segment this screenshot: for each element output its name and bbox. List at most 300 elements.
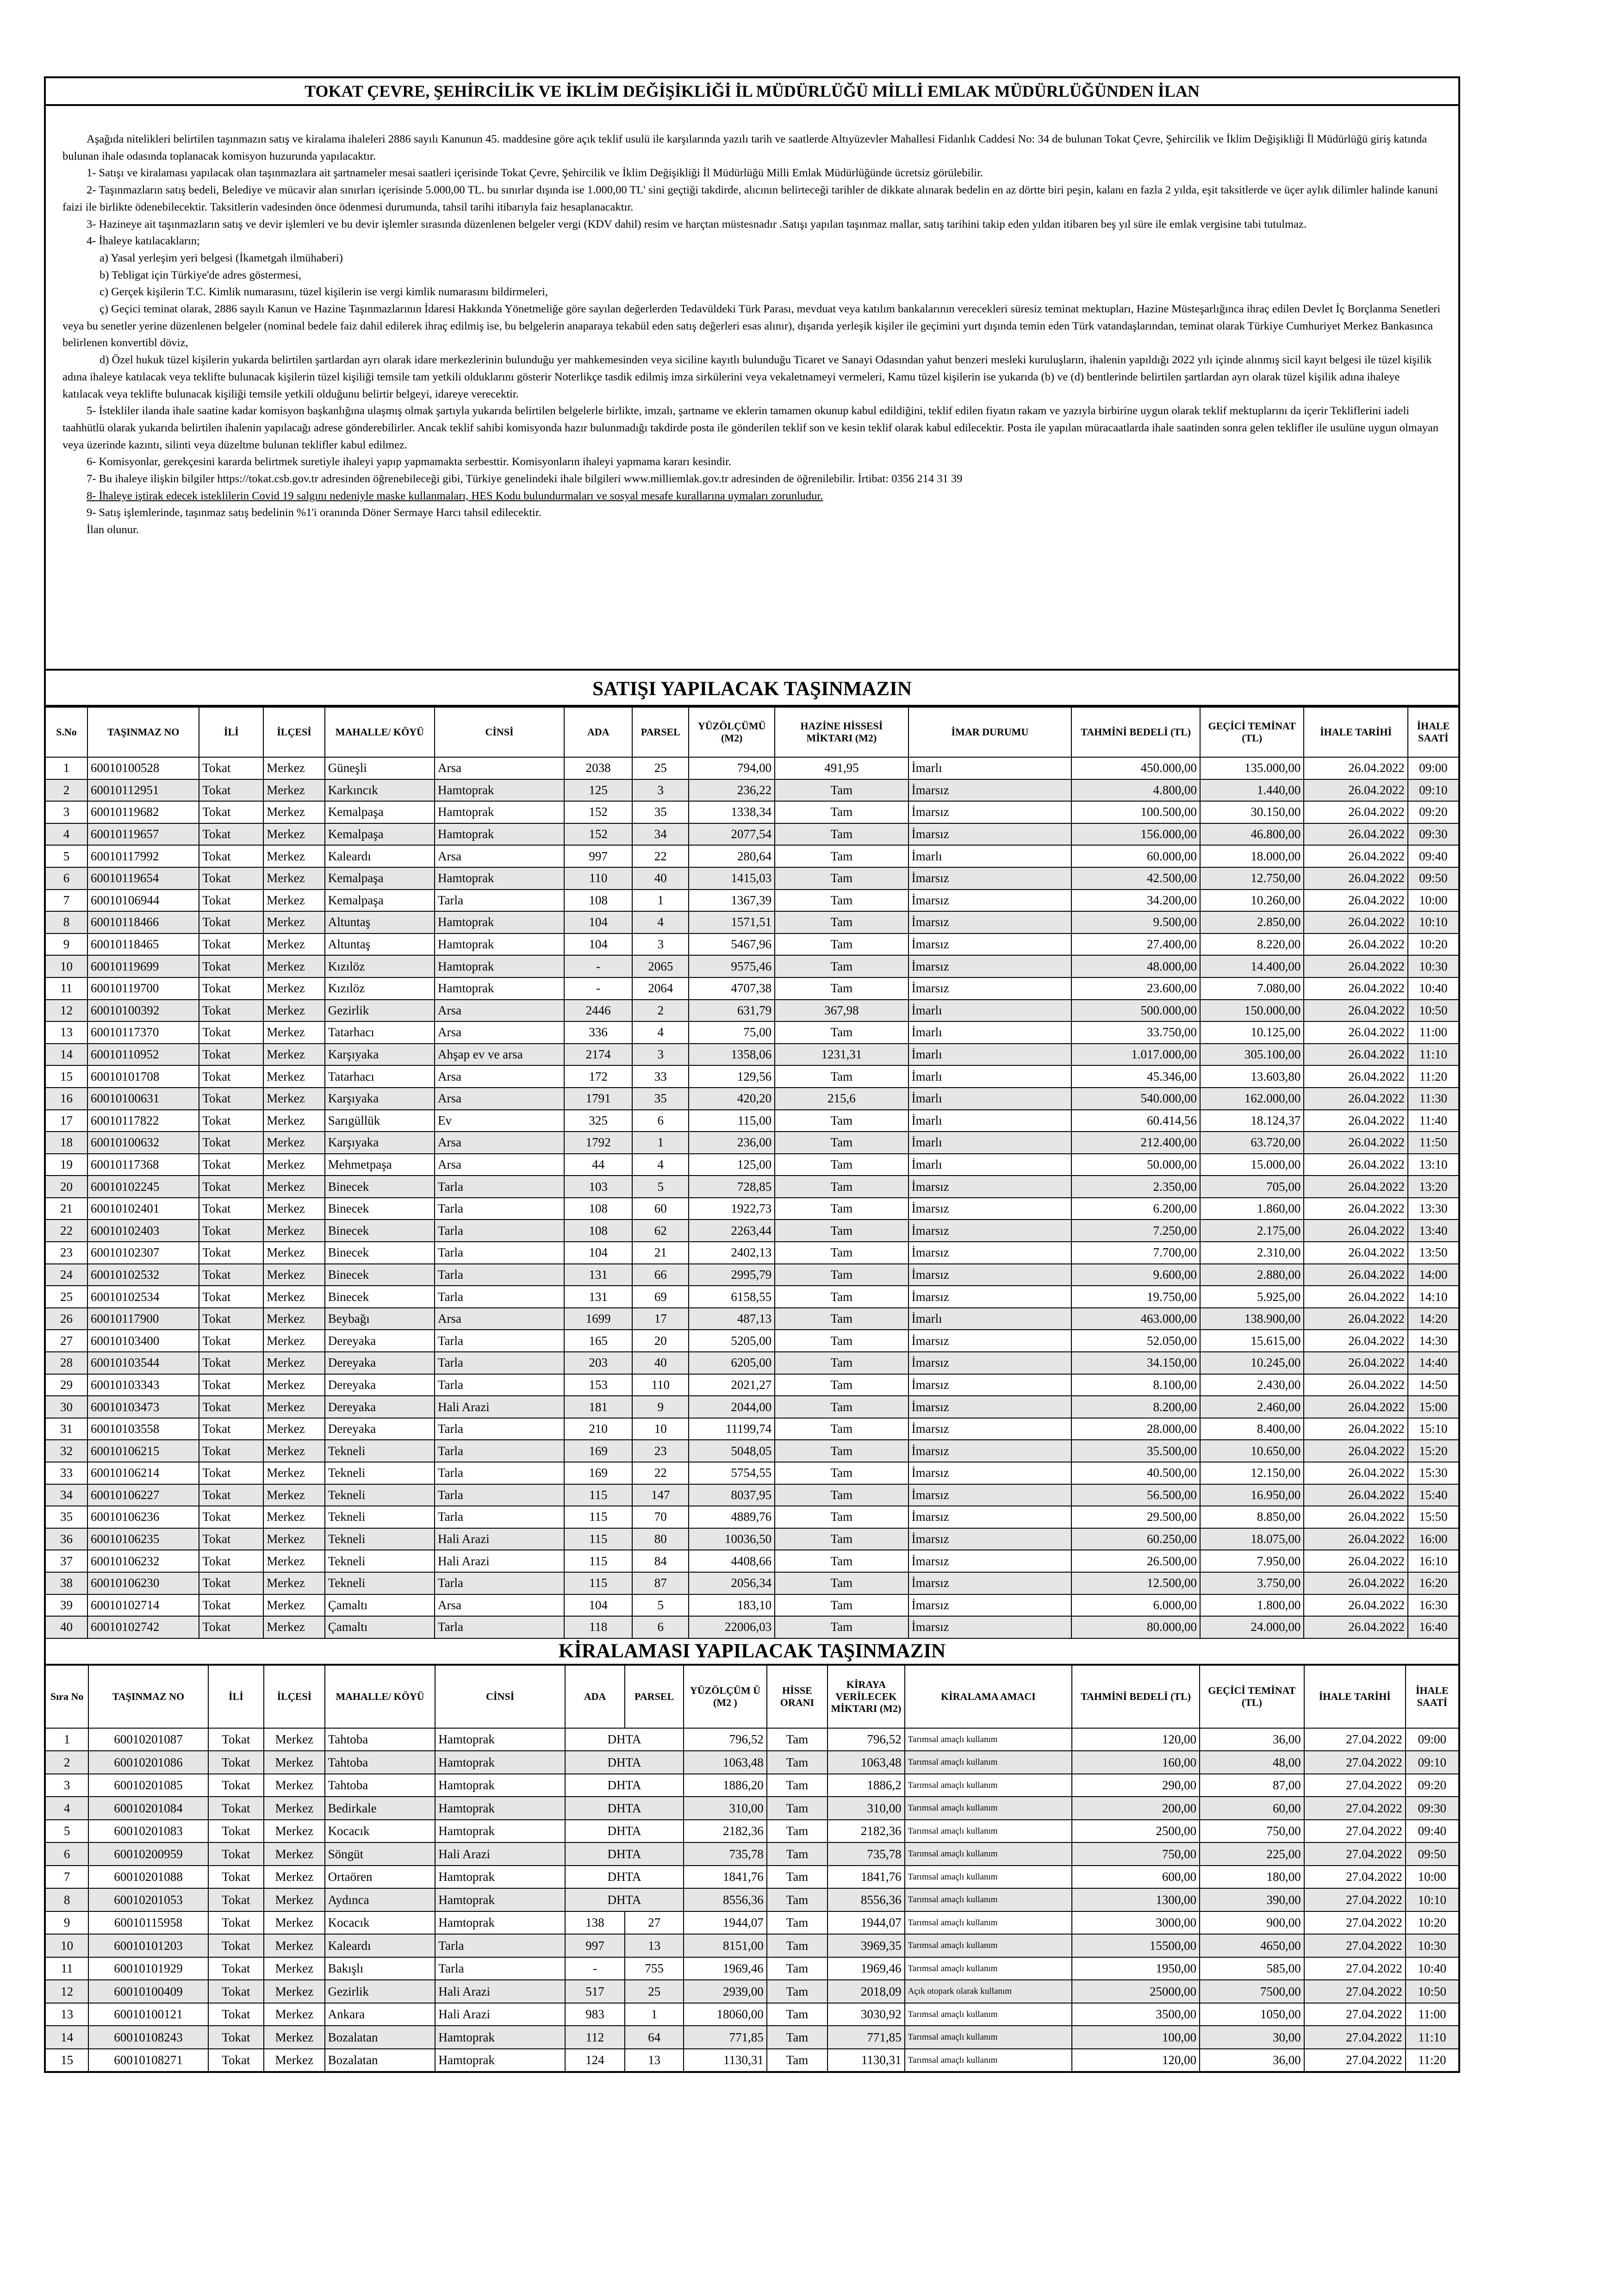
table-cell: 750,00 — [1200, 1820, 1304, 1843]
table-cell: 14 — [45, 2026, 88, 2049]
table-cell: Binecek — [325, 1220, 435, 1242]
table-cell: 26.04.2022 — [1304, 1176, 1407, 1198]
table-cell: Tokat — [199, 1418, 263, 1440]
table-cell: 22 — [632, 1462, 689, 1484]
table-cell: 09:20 — [1406, 1774, 1459, 1797]
table-cell: 30 — [45, 1396, 87, 1418]
table-cell: 8.850,00 — [1200, 1506, 1304, 1528]
table-cell: 7.080,00 — [1200, 977, 1304, 1000]
table-cell: Tarla — [435, 1506, 564, 1528]
table-cell: Karşıyaka — [325, 1088, 435, 1110]
clause-7: 7- Bu ihaleye ilişkin bilgiler https://tokat.csb.gov.tr adresinden öğrenebileceği gibi, Türkiye genelindeki ihale bilgileri www.milliemlak.gov.tr adresinden de öğrenilebilir. İrtibat: 0356 214 31 39 — [87, 473, 963, 485]
table-cell: Tokat — [208, 1888, 264, 1911]
table-cell: 120,00 — [1072, 2049, 1200, 2072]
table-cell: Tekneli — [325, 1440, 435, 1462]
table-cell: 27.04.2022 — [1304, 1842, 1406, 1866]
table-cell: 310,00 — [684, 1797, 767, 1820]
table-cell: Tekneli — [325, 1572, 435, 1594]
table-cell: Tam — [775, 1264, 908, 1286]
clause-4c: c) Gerçek kişilerin T.C. Kimlik numarasını, tüzel kişilerin ise vergi kimlik numarasını bildirmeleri, — [100, 286, 548, 299]
table-cell: 26.04.2022 — [1304, 1330, 1407, 1352]
table-cell: 10:50 — [1408, 1000, 1459, 1022]
table-cell: 22 — [632, 845, 689, 867]
table-cell: 09:30 — [1406, 1797, 1459, 1820]
table-cell: Tam — [775, 1021, 908, 1044]
table-cell: Merkez — [263, 1021, 324, 1044]
table-cell: Binecek — [325, 1176, 435, 1198]
table-cell: Tam — [767, 1934, 828, 1957]
table-cell: 1944,07 — [828, 1911, 904, 1935]
table-cell: 200,00 — [1072, 1797, 1200, 1820]
table-cell: 5 — [632, 1176, 689, 1198]
table-cell: Tokat — [208, 1774, 264, 1797]
table-cell: Tam — [775, 1154, 908, 1176]
table-cell: Bedirkale — [325, 1797, 436, 1820]
table-cell: 60010201087 — [88, 1728, 208, 1751]
table-cell: 60010102307 — [87, 1242, 199, 1264]
column-header: İMAR DURUMU — [908, 707, 1072, 757]
table-cell: 60010103343 — [87, 1374, 199, 1396]
table-cell: Binecek — [325, 1264, 435, 1286]
table-cell: Arsa — [435, 1088, 564, 1110]
table-cell: Kocacık — [325, 1911, 436, 1935]
table-cell: Tokat — [199, 823, 263, 846]
table-row — [45, 845, 1459, 867]
table-cell: 1063,48 — [684, 1751, 767, 1774]
table-cell: Tokat — [208, 1934, 264, 1957]
table-cell: Merkez — [263, 1132, 324, 1154]
table-cell: 2064 — [632, 977, 689, 1000]
table-cell: Tam — [767, 1728, 828, 1751]
table-cell: 09:00 — [1406, 1728, 1459, 1751]
column-header: S.No — [45, 707, 87, 757]
table-cell: Tarımsal amaçlı kullanım — [905, 1934, 1072, 1957]
table-cell: Tam — [775, 890, 908, 912]
table-cell: Tam — [775, 867, 908, 890]
table-cell: Tam — [767, 1842, 828, 1866]
table-cell: 60010106215 — [87, 1440, 199, 1462]
table-cell: 169 — [564, 1440, 632, 1462]
column-header: YÜZÖLÇÜMÜ (M2) — [689, 707, 775, 757]
table-cell: 26.04.2022 — [1304, 1110, 1407, 1132]
table-cell: İmarsız — [908, 890, 1072, 912]
table-cell: Dereyaka — [325, 1352, 435, 1374]
table-cell: 09:00 — [1408, 757, 1459, 779]
table-cell: Mehmetpaşa — [325, 1154, 435, 1176]
table-cell: 60010101929 — [88, 1957, 208, 1980]
column-header: TAHMİNİ BEDELİ (TL) — [1072, 1665, 1200, 1728]
table-cell: 26.04.2022 — [1304, 779, 1407, 802]
table-cell: 2.430,00 — [1200, 1374, 1304, 1396]
table-cell: 60010106227 — [87, 1484, 199, 1506]
table-cell: 225,00 — [1200, 1842, 1304, 1866]
table-cell: Tokat — [199, 1110, 263, 1132]
table-cell: Tarla — [435, 1418, 564, 1440]
table-cell: 11199,74 — [689, 1418, 775, 1440]
table-cell: 2018,09 — [828, 1980, 904, 2003]
table-cell: 1063,48 — [828, 1751, 904, 1774]
table-cell: 23 — [632, 1440, 689, 1462]
table-cell: 12.150,00 — [1200, 1462, 1304, 1484]
table-cell: 3 — [632, 779, 689, 802]
table-cell: 10.125,00 — [1200, 1021, 1304, 1044]
table-cell: Merkez — [263, 845, 324, 867]
clause-9: 9- Satış işlemlerinde, taşınmaz satış bedelinin %1'i oranında Döner Sermaye Harcı tahsil edilecektir. — [87, 506, 541, 519]
table-cell: 84 — [632, 1550, 689, 1572]
table-cell: İmarsız — [908, 1572, 1072, 1594]
table-cell: İmarsız — [908, 1264, 1072, 1286]
table-row — [45, 1616, 1459, 1638]
table-cell: Bakışlı — [325, 1957, 436, 1980]
table-cell: Hali Arazi — [435, 1396, 564, 1418]
table-cell: DHTA — [565, 1751, 684, 1774]
table-cell: - — [564, 955, 632, 977]
table-cell: 115 — [564, 1506, 632, 1528]
table-cell: Merkez — [263, 1374, 324, 1396]
table-row — [45, 890, 1459, 912]
table-cell: 6.000,00 — [1071, 1594, 1200, 1617]
table-cell: 9575,46 — [689, 955, 775, 977]
table-cell: Merkez — [263, 1484, 324, 1506]
table-cell: 60010201085 — [88, 1774, 208, 1797]
table-cell: Merkez — [263, 1308, 324, 1330]
table-cell: 4 — [45, 1797, 88, 1820]
column-header: İHALE SAATİ — [1408, 707, 1459, 757]
table-cell: Tokat — [199, 1065, 263, 1088]
table-cell: 10 — [45, 955, 87, 977]
table-cell: Tam — [775, 823, 908, 846]
table-cell: İmarlı — [908, 1132, 1072, 1154]
table-cell: 5 — [45, 1820, 88, 1843]
table-cell: 60010119682 — [87, 801, 199, 823]
table-cell: 2038 — [564, 757, 632, 779]
clause-4cc: ç) Geçici teminat olarak, 2886 sayılı Kanun ve Hazine Taşınmazlarının İdaresi Hakkında Yönetmeliğe göre sayılan değerlerden Tedavüldeki Türk Parası, mevduat veya katılım bankalarının verecekleri süresiz teminat mektupları, Hazine Müsteşarlığınca ihraç edilen Devlet İç Borçlanma Senetleri veya bu senetler yerine düzenlenen belgeler (nominal bedele faiz dahil edilerek ihraç edilmiş ise, bu belgelerin anaparaya tekabül eden satış değerleri esas alınır), dışarıda yerleşik kişiler ile geçimini yurt dışında temin eden Türk vatandaşlarından, teminat olarak Türkiye Cumhuriyet Merkez Bankasınca belirlenen konvertibl döviz, — [62, 303, 1441, 349]
table-cell: Tarla — [435, 1440, 564, 1462]
clause-4a: a) Yasal yerleşim yeri belgesi (İkametgah ilmühaberi) — [100, 251, 343, 264]
table-cell: 26.04.2022 — [1304, 1198, 1407, 1220]
table-cell: 147 — [632, 1484, 689, 1506]
sale-table-body — [45, 757, 1459, 1638]
table-cell: 110 — [564, 867, 632, 890]
table-cell: 13:20 — [1408, 1176, 1459, 1198]
table-cell: Tokat — [208, 2003, 264, 2026]
table-cell: 2263,44 — [689, 1220, 775, 1242]
table-cell: Merkez — [263, 1462, 324, 1484]
table-cell: 3.750,00 — [1200, 1572, 1304, 1594]
table-cell: 1950,00 — [1072, 1957, 1200, 1980]
table-cell: 60010201053 — [88, 1888, 208, 1911]
table-cell: 27.04.2022 — [1304, 1751, 1406, 1774]
table-cell: 156.000,00 — [1071, 823, 1200, 846]
table-cell: Merkez — [263, 779, 324, 802]
table-cell: 21 — [632, 1242, 689, 1264]
table-cell: 1791 — [564, 1088, 632, 1110]
table-cell: Tam — [767, 1751, 828, 1774]
table-cell: 60010101203 — [88, 1934, 208, 1957]
table-cell: Hamtoprak — [435, 955, 564, 977]
table-cell: Söngüt — [325, 1842, 436, 1866]
table-cell: Tekneli — [325, 1506, 435, 1528]
table-cell: 115 — [564, 1550, 632, 1572]
table-cell: 27 — [625, 1911, 684, 1935]
table-cell: İmarsız — [908, 1550, 1072, 1572]
table-cell: 27.04.2022 — [1304, 1888, 1406, 1911]
table-cell: Merkez — [263, 1396, 324, 1418]
table-cell: 87,00 — [1200, 1774, 1304, 1797]
column-header: PARSEL — [632, 707, 689, 757]
table-cell: 280,64 — [689, 845, 775, 867]
table-cell: Tam — [767, 1820, 828, 1843]
rent-header-row — [45, 1665, 1459, 1728]
table-cell: Tam — [767, 2026, 828, 2049]
table-cell: Tokat — [199, 977, 263, 1000]
table-cell: 60010102714 — [87, 1594, 199, 1617]
table-cell: 16 — [45, 1088, 87, 1110]
table-cell: Merkez — [263, 1330, 324, 1352]
column-header: GEÇİCİ TEMİNAT (TL) — [1200, 1665, 1304, 1728]
table-cell: 487,13 — [689, 1308, 775, 1330]
table-cell: 4 — [632, 1021, 689, 1044]
table-cell: 15:50 — [1408, 1506, 1459, 1528]
table-cell: 104 — [564, 933, 632, 956]
table-cell: İmarsız — [908, 1616, 1072, 1638]
table-cell: Tokat — [199, 1440, 263, 1462]
table-cell: İmarlı — [908, 1110, 1072, 1132]
table-row — [45, 1374, 1459, 1396]
table-row — [45, 933, 1459, 956]
table-cell: Tarla — [435, 1330, 564, 1352]
table-row — [45, 1888, 1459, 1911]
table-cell: DHTA — [565, 1888, 684, 1911]
table-cell: 45.346,00 — [1071, 1065, 1200, 1088]
table-cell: 60010100409 — [88, 1980, 208, 2003]
column-header: İLİ — [199, 707, 263, 757]
table-cell: 735,78 — [684, 1842, 767, 1866]
table-cell: Tokat — [199, 1198, 263, 1220]
table-cell: 09:20 — [1408, 801, 1459, 823]
table-cell: 26.04.2022 — [1304, 757, 1407, 779]
clause-4: 4- İhaleye katılacakların; — [87, 235, 200, 248]
column-header: İLÇESİ — [263, 707, 324, 757]
table-cell: Tokat — [199, 757, 263, 779]
table-cell: 27.04.2022 — [1304, 2026, 1406, 2049]
table-cell: Merkez — [263, 1088, 324, 1110]
table-cell: Tam — [767, 2003, 828, 2026]
table-cell: Hamtoprak — [435, 1888, 565, 1911]
table-cell: Kemalpaşa — [325, 867, 435, 890]
table-cell: Dereyaka — [325, 1396, 435, 1418]
table-cell: Hamtoprak — [435, 1728, 565, 1751]
table-row — [45, 1774, 1459, 1797]
table-cell: Altuntaş — [325, 911, 435, 933]
rent-table — [44, 1665, 1460, 2073]
table-cell: 75,00 — [689, 1021, 775, 1044]
table-cell: 1 — [45, 1728, 88, 1751]
table-cell: Tam — [775, 1594, 908, 1617]
table-cell: Tokat — [199, 1330, 263, 1352]
table-cell: 794,00 — [689, 757, 775, 779]
table-cell: 60010102245 — [87, 1176, 199, 1198]
table-cell: 112 — [565, 2026, 625, 2049]
table-cell: Tokat — [199, 1374, 263, 1396]
table-cell: Hamtoprak — [435, 1820, 565, 1843]
table-cell: 21 — [45, 1198, 87, 1220]
table-cell: 160,00 — [1072, 1751, 1200, 1774]
table-cell: 3 — [45, 1774, 88, 1797]
table-cell: 11 — [45, 977, 87, 1000]
table-cell: Binecek — [325, 1198, 435, 1220]
table-cell: 125,00 — [689, 1154, 775, 1176]
table-cell: Tarla — [435, 1176, 564, 1198]
table-cell: Tarımsal amaçlı kullanım — [905, 2049, 1072, 2072]
table-cell: Merkez — [263, 1264, 324, 1286]
table-cell: Tarımsal amaçlı kullanım — [905, 1842, 1072, 1866]
table-cell: 60010117992 — [87, 845, 199, 867]
table-cell: 26.04.2022 — [1304, 911, 1407, 933]
table-row — [45, 1484, 1459, 1506]
table-cell: Arsa — [435, 1154, 564, 1176]
table-cell: 25 — [625, 1980, 684, 2003]
table-cell: 1699 — [564, 1308, 632, 1330]
table-cell: Hali Arazi — [435, 1980, 565, 2003]
table-cell: 60010110952 — [87, 1044, 199, 1066]
table-cell: 60010118466 — [87, 911, 199, 933]
clause-8: 8- İhaleye iştirak edecek isteklilerin Covid 19 salgını nedeniyle maske kullanmaları, HES Kodu bulundurmaları ve sosyal mesafe kurallarına uymaları zorunludur. — [87, 489, 823, 502]
table-cell: Merkez — [263, 933, 324, 956]
table-cell: 60.414,56 — [1071, 1110, 1200, 1132]
table-cell: 60010108271 — [88, 2049, 208, 2072]
table-cell: 16:10 — [1408, 1550, 1459, 1572]
table-cell: 104 — [564, 1594, 632, 1617]
table-cell: 15:10 — [1408, 1418, 1459, 1440]
table-cell: Bozalatan — [325, 2026, 436, 2049]
table-cell: 16:40 — [1408, 1616, 1459, 1638]
table-cell: 10:00 — [1406, 1866, 1459, 1889]
table-cell: Merkez — [263, 801, 324, 823]
table-cell: 27.04.2022 — [1304, 1911, 1406, 1935]
table-cell: 22 — [45, 1220, 87, 1242]
table-cell: Ankara — [325, 2003, 436, 2026]
table-cell: Kaleardı — [325, 1934, 436, 1957]
table-cell: DHTA — [565, 1797, 684, 1820]
table-cell: Merkez — [264, 2049, 324, 2072]
table-cell: 60010102403 — [87, 1220, 199, 1242]
table-cell: Karkıncık — [325, 779, 435, 802]
table-cell: 15 — [45, 1065, 87, 1088]
table-cell: Tam — [775, 1528, 908, 1550]
table-cell: 60010119699 — [87, 955, 199, 977]
table-cell: Altuntaş — [325, 933, 435, 956]
table-cell: 1969,46 — [684, 1957, 767, 1980]
table-cell: 26.04.2022 — [1304, 1594, 1407, 1617]
table-cell: 64 — [625, 2026, 684, 2049]
table-cell: 29 — [45, 1374, 87, 1396]
table-cell: 16:20 — [1408, 1572, 1459, 1594]
table-cell: 60.000,00 — [1071, 845, 1200, 867]
table-cell: DHTA — [565, 1866, 684, 1889]
table-cell: İmarsız — [908, 1352, 1072, 1374]
table-cell: Kızılöz — [325, 955, 435, 977]
table-cell: Hamtoprak — [435, 801, 564, 823]
table-cell: İmarsız — [908, 1462, 1072, 1484]
table-cell: 26.04.2022 — [1304, 890, 1407, 912]
table-cell: Merkez — [263, 890, 324, 912]
table-cell: 35 — [45, 1506, 87, 1528]
table-cell: 129,56 — [689, 1065, 775, 1088]
table-row — [45, 1264, 1459, 1286]
table-cell: 26.04.2022 — [1304, 1044, 1407, 1066]
table-cell: 26.04.2022 — [1304, 1418, 1407, 1440]
table-cell: 10:10 — [1406, 1888, 1459, 1911]
column-header: TAŞINMAZ NO — [87, 707, 199, 757]
sale-table — [44, 707, 1460, 1639]
table-cell: İmarsız — [908, 1528, 1072, 1550]
table-cell: İmarlı — [908, 1000, 1072, 1022]
table-cell: Hali Arazi — [435, 2003, 565, 2026]
table-row — [45, 1462, 1459, 1484]
table-cell: 20 — [632, 1330, 689, 1352]
table-cell: 2.350,00 — [1071, 1176, 1200, 1198]
table-cell: 17 — [45, 1110, 87, 1132]
table-cell: 13.603,80 — [1200, 1065, 1304, 1088]
rent-section-title: KİRALAMASI YAPILACAK TAŞINMAZIN — [558, 1640, 946, 1662]
table-cell: 11:00 — [1408, 1021, 1459, 1044]
table-cell: 13:10 — [1408, 1154, 1459, 1176]
table-cell: Tam — [767, 1980, 828, 2003]
table-cell: 34 — [45, 1484, 87, 1506]
table-cell: 2995,79 — [689, 1264, 775, 1286]
table-cell: Karşıyaka — [325, 1044, 435, 1066]
table-cell: 14 — [45, 1044, 87, 1066]
table-cell: 26.04.2022 — [1304, 1616, 1407, 1638]
table-row — [45, 867, 1459, 890]
table-cell: 517 — [565, 1980, 625, 2003]
table-cell: 900,00 — [1200, 1911, 1304, 1935]
table-cell: Tahtoba — [325, 1751, 436, 1774]
table-cell: 10:20 — [1408, 933, 1459, 956]
table-cell: Hamtoprak — [435, 2026, 565, 2049]
table-cell: 09:40 — [1408, 845, 1459, 867]
table-cell: Tokat — [199, 1044, 263, 1066]
table-cell: 60010200959 — [88, 1842, 208, 1866]
table-cell: Dereyaka — [325, 1418, 435, 1440]
table-cell: Merkez — [263, 1220, 324, 1242]
table-cell: 35 — [632, 801, 689, 823]
table-cell: 60.250,00 — [1071, 1528, 1200, 1550]
table-cell: Tam — [775, 1374, 908, 1396]
table-cell: Tarımsal amaçlı kullanım — [905, 2003, 1072, 2026]
table-cell: 5.925,00 — [1200, 1286, 1304, 1308]
table-cell: Tokat — [199, 1000, 263, 1022]
table-cell: 181 — [564, 1396, 632, 1418]
table-cell: İmarsız — [908, 1330, 1072, 1352]
table-cell: 26.04.2022 — [1304, 1264, 1407, 1286]
table-cell: 124 — [565, 2049, 625, 2072]
table-cell: İmarlı — [908, 1044, 1072, 1066]
table-cell: Dereyaka — [325, 1330, 435, 1352]
table-cell: 491,95 — [775, 757, 908, 779]
table-cell: 27 — [45, 1330, 87, 1352]
table-cell: Tam — [767, 1797, 828, 1820]
table-cell: Merkez — [263, 977, 324, 1000]
table-cell: 6158,55 — [689, 1286, 775, 1308]
table-cell: İmarlı — [908, 757, 1072, 779]
table-cell: 35.500,00 — [1071, 1440, 1200, 1462]
table-cell: Hali Arazi — [435, 1528, 564, 1550]
table-cell: 750,00 — [1072, 1842, 1200, 1866]
table-cell: Tokat — [208, 1911, 264, 1935]
table-cell: 165 — [564, 1330, 632, 1352]
